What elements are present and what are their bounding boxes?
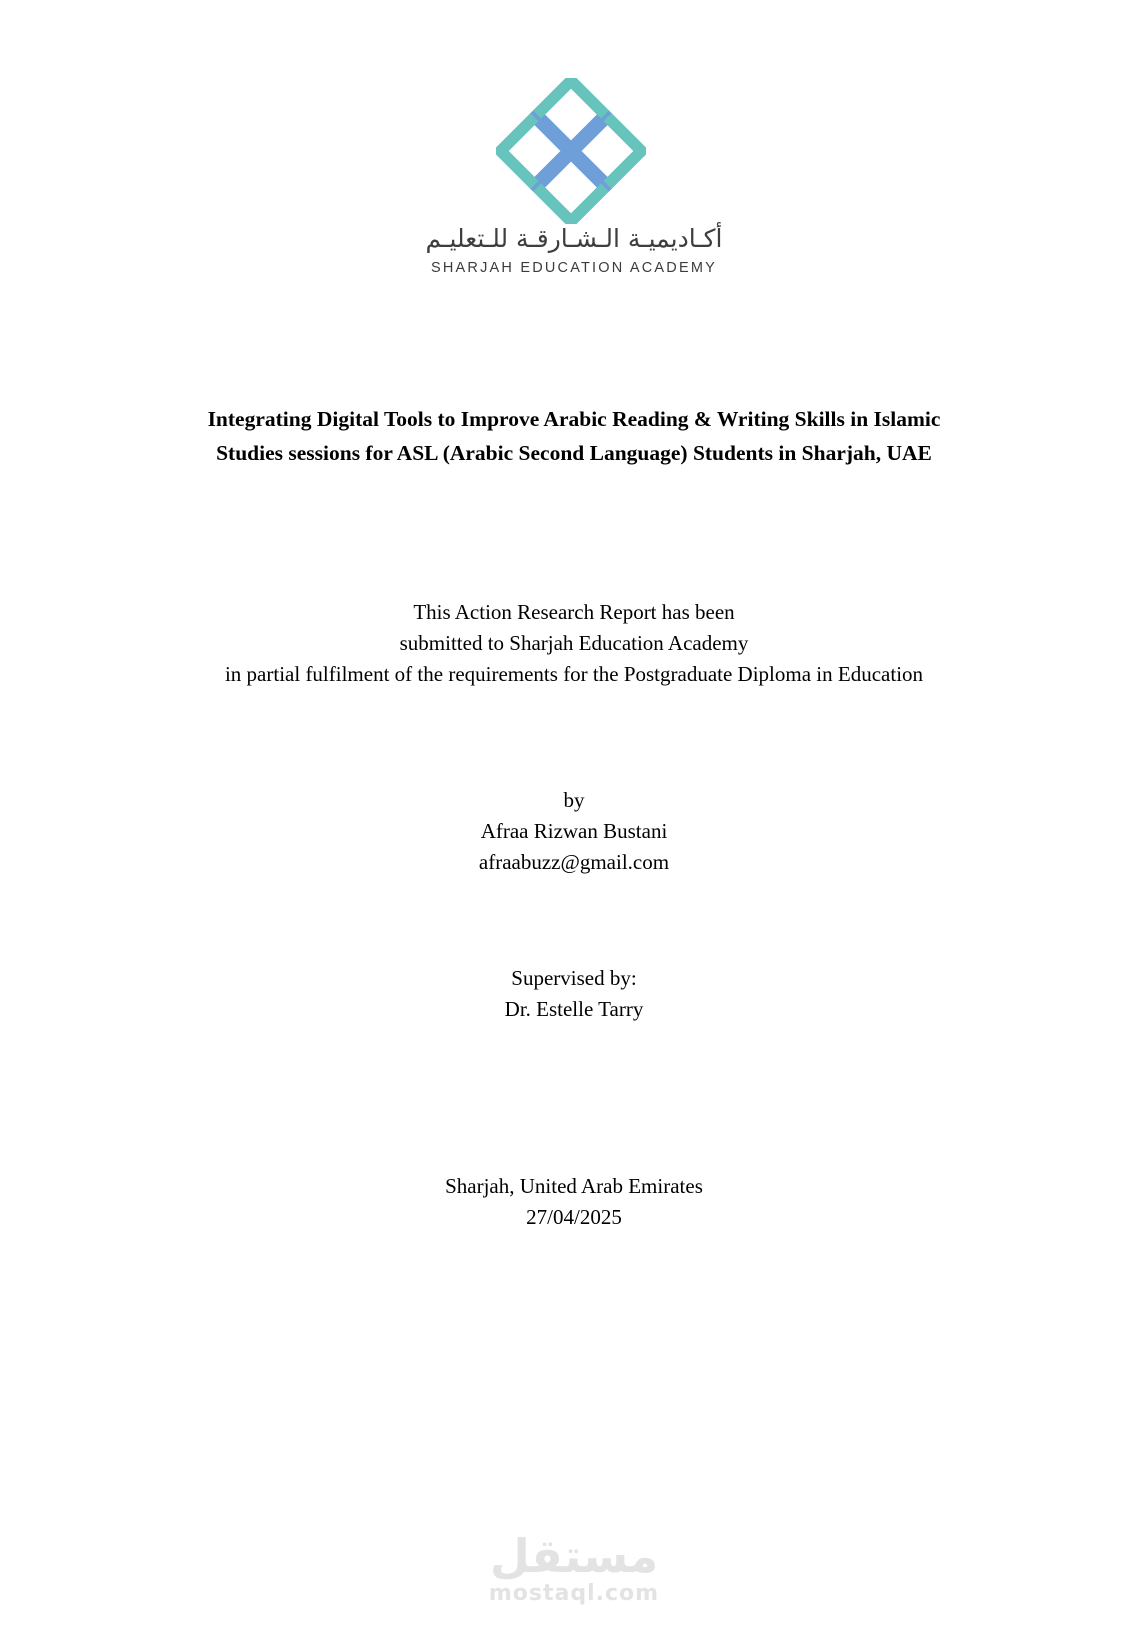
supervised-by-label: Supervised by:	[511, 966, 637, 990]
watermark-domain: mostaql.com	[488, 1581, 660, 1606]
logo-diamond-top-blue	[537, 81, 605, 149]
author-name: Afraa Rizwan Bustani	[480, 819, 668, 843]
logo-chevron-right-teal	[608, 117, 642, 185]
location-line: Sharjah, United Arab Emirates	[445, 1174, 703, 1198]
logo-diamond-bottom-blue	[537, 154, 605, 222]
watermark-arabic-logo: مستقل	[489, 1529, 659, 1583]
submission-line2: submitted to Sharjah Education Academy	[399, 631, 749, 655]
report-title-line1: Integrating Digital Tools to Improve Arabic Reading & Writing Skills in Islamic	[207, 407, 941, 431]
report-title	[0, 402, 1148, 470]
author-email: afraabuzz@gmail.com	[478, 850, 670, 874]
author-block	[0, 785, 1148, 878]
logo-diamond-right-blue	[574, 117, 642, 185]
date-line: 27/04/2025	[526, 1205, 622, 1229]
logo-diamond-left-blue	[501, 117, 569, 185]
supervisor-block	[0, 963, 1148, 1025]
logo-chevron-left-teal	[501, 117, 535, 185]
submission-line3: in partial fulfilment of the requirements for the Postgraduate Diploma in Education	[224, 662, 924, 686]
submission-line1: This Action Research Report has been	[413, 600, 735, 624]
logo-chevron-top-teal	[537, 81, 605, 115]
location-date-block	[0, 1171, 1148, 1233]
supervisor-name: Dr. Estelle Tarry	[504, 997, 644, 1021]
mostaql-watermark	[0, 1529, 1148, 1606]
academy-name-english: SHARJAH EDUCATION ACADEMY	[431, 260, 717, 276]
academy-name-arabic: أكـاديميـة الـشـارقـة للـتعليـم	[425, 224, 723, 253]
academy-logo-icon	[496, 78, 646, 224]
report-title-line2: Studies sessions for ASL (Arabic Second Language) Students in Sharjah, UAE	[216, 441, 932, 465]
by-label: by	[563, 788, 585, 812]
logo-chevron-bottom-teal	[537, 188, 605, 222]
submission-statement	[0, 597, 1148, 690]
